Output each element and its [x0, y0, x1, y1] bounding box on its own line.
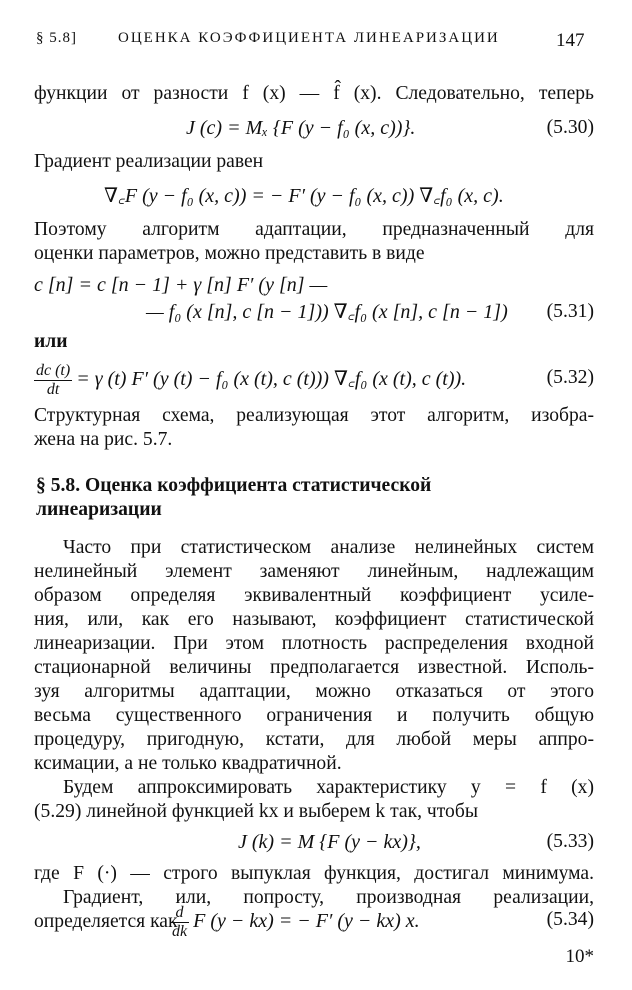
fraction-numerator: d: [170, 904, 189, 923]
paragraph-line: линеаризации. При этом плотность распределения входной: [34, 633, 594, 654]
paragraph-line: где F (·) — строго выпуклая функция, достигал минимума.: [34, 863, 594, 884]
paragraph-line: Поэтому алгоритм адаптации, предназначенный для: [34, 219, 594, 240]
paragraph-line: функции от разности f (x) — f̂ (x). Следовательно, теперь: [34, 83, 594, 104]
fraction-numerator: dc (t): [36, 362, 71, 379]
paragraph-line: определяется как: [34, 911, 178, 932]
equation-5-32: [34, 362, 466, 399]
paragraph-line: Градиент реализации равен: [34, 151, 264, 172]
signature-mark: 10*: [565, 946, 594, 967]
derivative-fraction: [170, 904, 189, 941]
equation-body: = γ (t) F′ (y (t) − f₀ (x (t), c (t))) ∇꜀f₀ (x (t), c (t)).: [76, 368, 467, 391]
paragraph-line: жена на рис. 5.7.: [34, 429, 173, 450]
connective-text: или: [34, 331, 68, 352]
equation-5-34: [170, 904, 420, 941]
paragraph-line: ния, или, как его называют, коэффициент статистической: [34, 609, 594, 630]
equation-5-31-line1: c [n] = c [n − 1] + γ [n] F′ (y [n] —: [34, 274, 328, 296]
page-number: 147: [556, 30, 585, 51]
equation-5-30: J (c) = Mₓ {F (y − f₀ (x, c))}.: [186, 117, 416, 139]
paragraph-line: Будем аппроксимировать характеристику y = f (x): [63, 777, 594, 798]
paragraph-line: образом определяя эквивалентный коэффициент усиле-: [34, 585, 594, 606]
running-head-title: ОЦЕНКА КОЭФФИЦИЕНТА ЛИНЕАРИЗАЦИИ: [118, 30, 500, 46]
paragraph-line: стационарной величины предполагается известной. Исполь-: [34, 657, 594, 678]
equation-number: (5.31): [546, 301, 594, 322]
paragraph-line: процедуру, пригодную, кстати, для любой меры аппро-: [34, 729, 594, 750]
derivative-fraction: [34, 362, 72, 399]
equation-body: F (y − kx) = − F′ (y − kx) x.: [193, 910, 420, 933]
paragraph-line: зуя алгоритмы адаптации, можно отказаться от этого: [34, 681, 594, 702]
paragraph-line: оценки параметров, можно представить в виде: [34, 243, 425, 264]
paragraph-line: Градиент, или, попросту, производная реализации,: [63, 887, 594, 908]
paragraph-line: весьма существенного ограничения и получить общую: [34, 705, 594, 726]
running-head-section: § 5.8]: [36, 30, 77, 46]
section-heading: § 5.8. Оценка коэффициента статистической: [36, 475, 432, 496]
paragraph-line: (5.29) линейной функцией kx и выберем k так, чтобы: [34, 801, 478, 822]
section-heading: линеаризации: [36, 499, 162, 520]
equation-number: (5.30): [546, 117, 594, 138]
equation-number: (5.32): [546, 367, 594, 388]
fraction-denominator: dk: [172, 923, 188, 940]
paragraph-line: ксимации, а не только квадратичной.: [34, 753, 342, 774]
equation-number: (5.34): [546, 909, 594, 930]
equation-5-31-line2: — f₀ (x [n], c [n − 1])) ∇꜀f₀ (x [n], c [n − 1]): [146, 301, 508, 323]
paragraph-line: нелинейный элемент заменяют линейным, надлежащим: [34, 561, 594, 582]
equation-gradient: ∇꜀F (y − f₀ (x, c)) = − F′ (y − f₀ (x, c)) ∇꜀f₀ (x, c).: [104, 185, 504, 207]
equation-5-33: J (k) = M {F (y − kx)},: [238, 831, 421, 853]
paragraph-line: Структурная схема, реализующая этот алгоритм, изобра-: [34, 405, 594, 426]
paragraph-line: Часто при статистическом анализе нелинейных систем: [63, 537, 594, 558]
equation-number: (5.33): [546, 831, 594, 852]
fraction-denominator: dt: [46, 381, 60, 398]
